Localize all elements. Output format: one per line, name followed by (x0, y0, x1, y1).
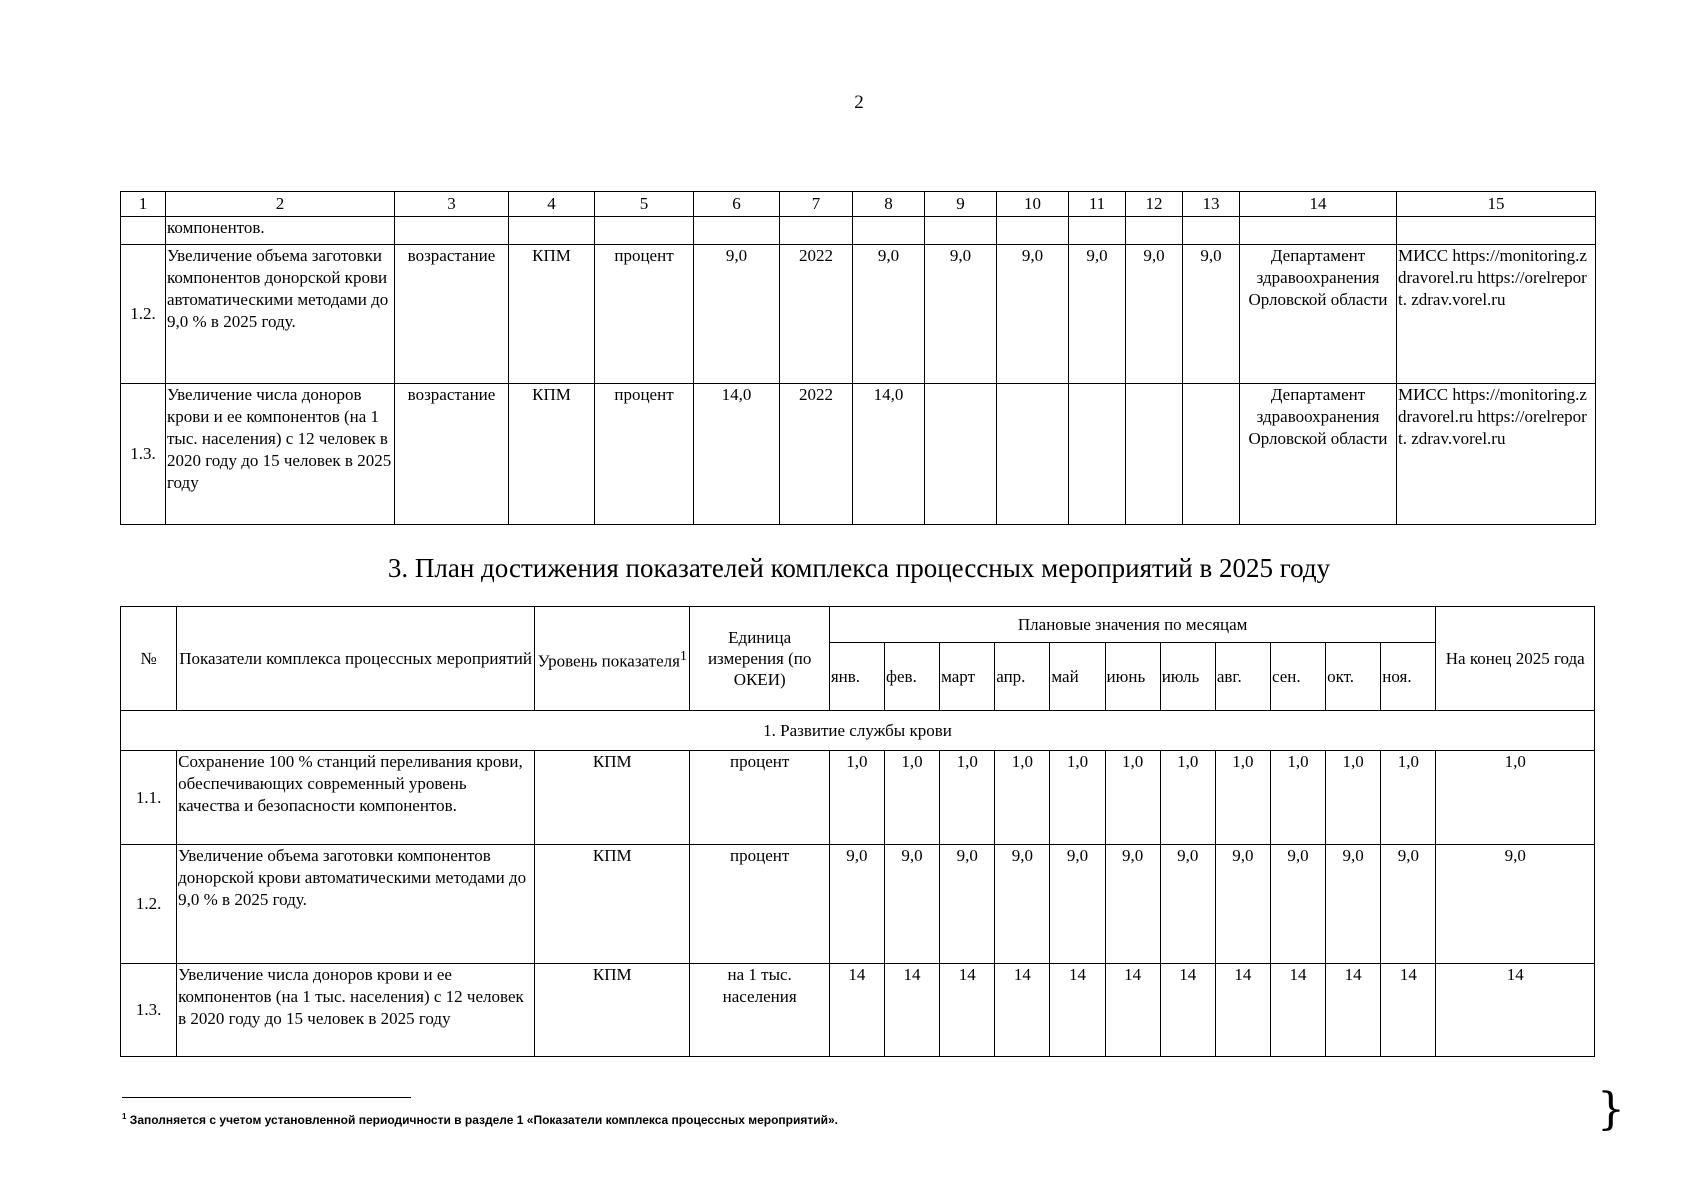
indicators-table-continuation (120, 191, 1596, 525)
month-jul: июль (1160, 643, 1215, 711)
indicator-name: Увеличение числа доноров крови и ее компонентов (на 1 тыс. населения) с 12 человек в 2020 году до 15 человек в 2025 году (177, 964, 535, 1057)
header-indicator: Показатели комплекса процессных мероприятий (177, 607, 535, 711)
value-apr: 9,0 (995, 845, 1050, 964)
table-row (121, 384, 1596, 525)
colnum-11: 11 (1069, 192, 1126, 217)
info-system: МИСС https://monitoring.zdravorel.ru https://orelreport. zdrav.vorel.ru (1397, 245, 1596, 384)
month-jun: июнь (1105, 643, 1160, 711)
value-sep: 14 (1270, 964, 1325, 1057)
level: КПМ (509, 384, 595, 525)
value-jan: 9,0 (829, 845, 884, 964)
unit: процент (595, 245, 694, 384)
month-sep: сен. (1270, 643, 1325, 711)
value-col-10 (997, 384, 1069, 525)
month-mar: март (940, 643, 995, 711)
table-row (121, 751, 1595, 845)
colnum-13: 13 (1183, 192, 1240, 217)
month-feb: фев. (884, 643, 939, 711)
value-aug: 1,0 (1215, 751, 1270, 845)
value-year-end: 9,0 (1436, 845, 1595, 964)
value-apr: 14 (995, 964, 1050, 1057)
section-title: 3. План достижения показателей комплекса процессных мероприятий в 2025 году (387, 553, 1331, 583)
value-jan: 14 (829, 964, 884, 1057)
value-col-13: 9,0 (1183, 245, 1240, 384)
row-number: 1.3. (121, 964, 177, 1057)
header-unit: Единица измерения (по ОКЕИ) (690, 607, 829, 711)
value-col-13 (1183, 384, 1240, 525)
month-oct: окт. (1326, 643, 1381, 711)
continuation-text: компонентов. (166, 217, 395, 245)
value-jun: 14 (1105, 964, 1160, 1057)
value-col-11 (1069, 384, 1126, 525)
trend: возрастание (395, 245, 509, 384)
value-jun: 1,0 (1105, 751, 1160, 845)
indicator-name: Увеличение объема заготовки компонентов донорской крови автоматическими методами до 9,0 % в 2025 году. (177, 845, 535, 964)
value-col-12: 9,0 (1126, 245, 1183, 384)
value-nov: 1,0 (1381, 751, 1436, 845)
value-jun: 9,0 (1105, 845, 1160, 964)
colnum-9: 9 (925, 192, 997, 217)
value-jul: 14 (1160, 964, 1215, 1057)
value-mar: 9,0 (940, 845, 995, 964)
page-number: 2 (854, 92, 864, 113)
value-may: 9,0 (1050, 845, 1105, 964)
colnum-12: 12 (1126, 192, 1183, 217)
value-feb: 14 (884, 964, 939, 1057)
row-number: 1.2. (121, 245, 166, 384)
colnum-6: 6 (694, 192, 780, 217)
table-row (121, 245, 1596, 384)
table-row (121, 964, 1595, 1057)
value-oct: 14 (1326, 964, 1381, 1057)
base-value: 14,0 (694, 384, 780, 525)
value-nov: 9,0 (1381, 845, 1436, 964)
colnum-2: 2 (166, 192, 395, 217)
unit: процент (595, 384, 694, 525)
value-jul: 9,0 (1160, 845, 1215, 964)
month-nov: ноя. (1381, 643, 1436, 711)
value-year-end: 1,0 (1436, 751, 1595, 845)
colnum-14: 14 (1240, 192, 1397, 217)
footnote-marker: 1 (679, 647, 687, 664)
level: КПМ (535, 751, 690, 845)
value-nov: 14 (1381, 964, 1436, 1057)
group-row (121, 711, 1595, 751)
column-number-row (121, 192, 1596, 217)
base-value: 9,0 (694, 245, 780, 384)
row-number: 1.2. (121, 845, 177, 964)
value-col-12 (1126, 384, 1183, 525)
value-oct: 9,0 (1326, 845, 1381, 964)
base-year: 2022 (780, 245, 853, 384)
value-apr: 1,0 (995, 751, 1050, 845)
value-may: 14 (1050, 964, 1105, 1057)
value-mar: 14 (940, 964, 995, 1057)
value-mar: 1,0 (940, 751, 995, 845)
value-col-8: 14,0 (853, 384, 925, 525)
value-col-11: 9,0 (1069, 245, 1126, 384)
unit: на 1 тыс. населения (690, 964, 829, 1057)
responsible: Департамент здравоохранения Орловской области (1240, 384, 1397, 525)
level: КПМ (535, 964, 690, 1057)
continuation-row (121, 217, 1596, 245)
month-aug: авг. (1215, 643, 1270, 711)
value-col-8: 9,0 (853, 245, 925, 384)
indicator-name: Сохранение 100 % станций переливания крови, обеспечивающих современный уровень качества и безопасности компонентов. (177, 751, 535, 845)
value-col-9 (925, 384, 997, 525)
colnum-3: 3 (395, 192, 509, 217)
value-sep: 1,0 (1270, 751, 1325, 845)
header-year-end: На конец 2025 года (1436, 607, 1595, 711)
responsible: Департамент здравоохранения Орловской области (1240, 245, 1397, 384)
value-feb: 1,0 (884, 751, 939, 845)
colnum-15: 15 (1397, 192, 1596, 217)
header-number: № (121, 607, 177, 711)
indicator-name: Увеличение числа доноров крови и ее компонентов (на 1 тыс. населения) с 12 человек в 2020 году до 15 человек в 2025 году (166, 384, 395, 525)
table-row (121, 845, 1595, 964)
unit: процент (690, 751, 829, 845)
value-sep: 9,0 (1270, 845, 1325, 964)
footnote-text: Заполняется с учетом установленной периодичности в разделе 1 «Показатели комплекса процессных мероприятий». (129, 1113, 839, 1127)
colnum-7: 7 (780, 192, 853, 217)
footnote-marker: 1 (122, 1112, 127, 1121)
header-monthly: Плановые значения по месяцам (829, 607, 1436, 643)
row-number: 1.1. (121, 751, 177, 845)
row-number: 1.3. (121, 384, 166, 525)
colnum-8: 8 (853, 192, 925, 217)
monthly-plan-table (120, 606, 1595, 1057)
info-system: МИСС https://monitoring.zdravorel.ru https://orelreport. zdrav.vorel.ru (1397, 384, 1596, 525)
level: КПМ (535, 845, 690, 964)
value-oct: 1,0 (1326, 751, 1381, 845)
base-year: 2022 (780, 384, 853, 525)
header-row (121, 607, 1595, 643)
colnum-4: 4 (509, 192, 595, 217)
footnote (122, 1109, 838, 1128)
value-year-end: 14 (1436, 964, 1595, 1057)
unit: процент (690, 845, 829, 964)
level: КПМ (509, 245, 595, 384)
month-apr: апр. (995, 643, 1050, 711)
colnum-1: 1 (121, 192, 166, 217)
value-aug: 9,0 (1215, 845, 1270, 964)
value-may: 1,0 (1050, 751, 1105, 845)
group-title: 1. Развитие службы крови (121, 711, 1595, 751)
header-level: Уровень показателя$^1$ (535, 607, 690, 711)
trend: возрастание (395, 384, 509, 525)
month-jan: янв. (829, 643, 884, 711)
colnum-5: 5 (595, 192, 694, 217)
value-jan: 1,0 (829, 751, 884, 845)
value-feb: 9,0 (884, 845, 939, 964)
colnum-10: 10 (997, 192, 1069, 217)
value-col-10: 9,0 (997, 245, 1069, 384)
value-col-9: 9,0 (925, 245, 997, 384)
footnote-divider (122, 1097, 411, 1098)
handwritten-brace-mark: } (1597, 1084, 1625, 1135)
value-jul: 1,0 (1160, 751, 1215, 845)
value-aug: 14 (1215, 964, 1270, 1057)
indicator-name: Увеличение объема заготовки компонентов донорской крови автоматическими методами до 9,0 % в 2025 году. (166, 245, 395, 384)
month-may: май (1050, 643, 1105, 711)
